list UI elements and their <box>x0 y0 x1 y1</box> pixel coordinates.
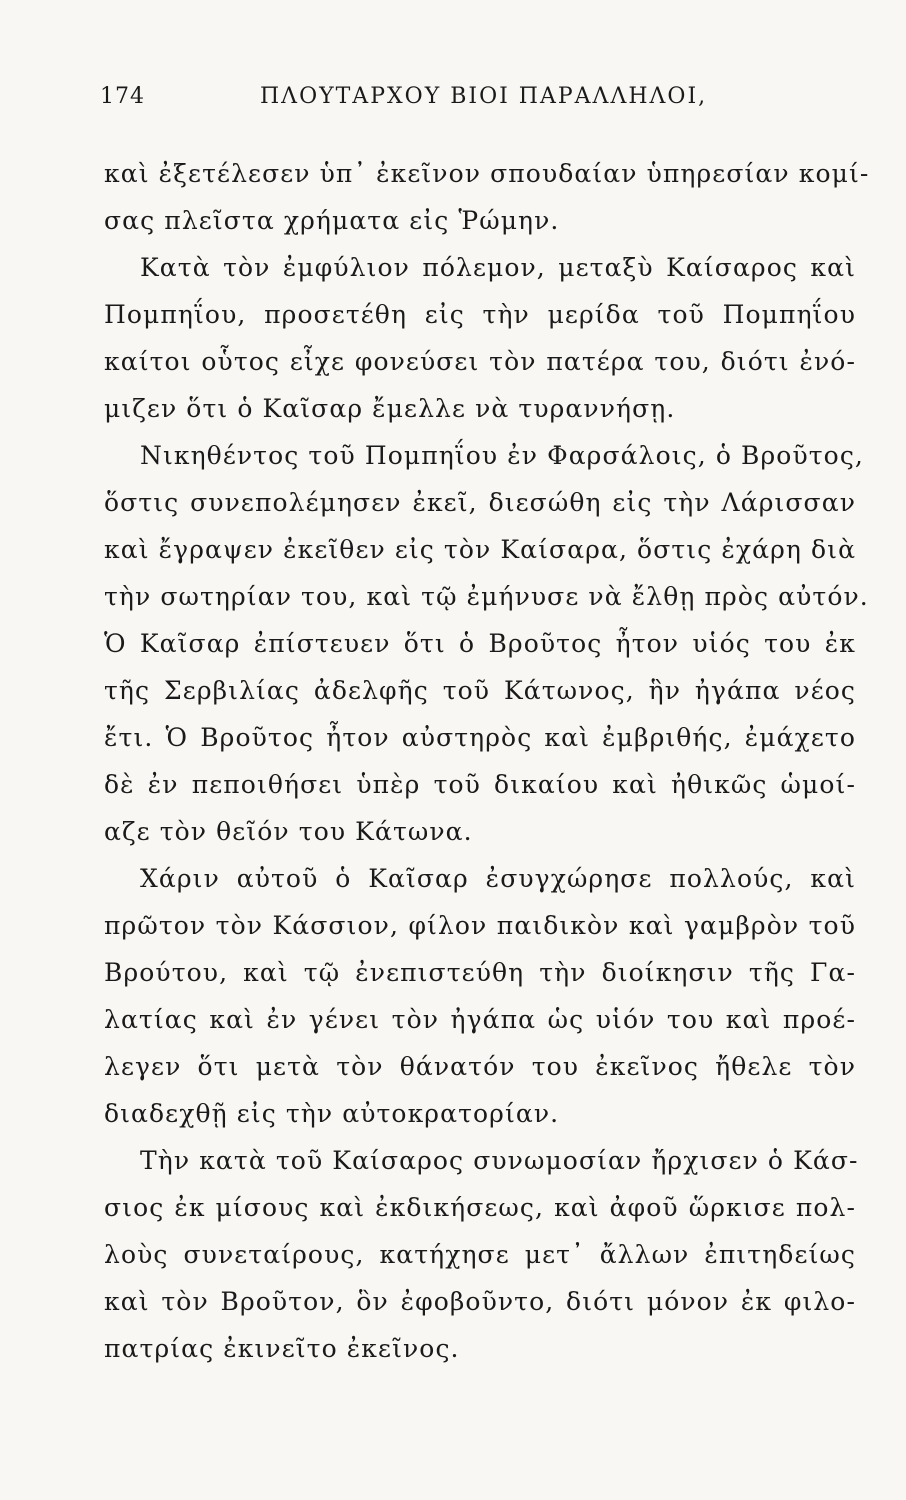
body-text <box>104 150 870 1372</box>
text-line: διαδεχθῇ εἰς τὴν αὐτοκρατορίαν. <box>104 1099 560 1128</box>
text-line: Ὁ Καῖσαρ ἐπίστευεν ὅτι ὁ Βροῦτος ἦτον υἱός του ἐκ <box>104 629 856 658</box>
text-line: καὶ ἐξετέλεσεν ὑπ᾽ ἐκεῖνον σπουδαίαν ὑπηρεσίαν κομί- <box>104 159 870 188</box>
text-line: ὅστις συνεπολέμησεν ἐκεῖ, διεσώθη εἰς τὴν Λάρισσαν <box>104 488 856 517</box>
text-line: λοὺς συνεταίρους, κατήχησε μετ᾽ ἄλλων ἐπιτηδείως <box>104 1240 856 1269</box>
text-line: Βρούτου, καὶ τῷ ἐνεπιστεύθη τὴν διοίκησιν τῆς Γα- <box>104 958 856 987</box>
text-line: πατρίας ἐκινεῖτο ἐκεῖνος. <box>104 1334 460 1363</box>
text-line: καὶ ἔγραψεν ἐκεῖθεν εἰς τὸν Καίσαρα, ὅστις ἐχάρη διὰ <box>104 535 857 564</box>
text-line: ἔτι. Ὁ Βροῦτος ἦτον αὐστηρὸς καὶ ἐμβριθής, ἐμάχετο <box>104 723 856 752</box>
text-line: λεγεν ὅτι μετὰ τὸν θάνατόν του ἐκεῖνος ἤθελε τὸν <box>104 1052 856 1081</box>
text-line: Τὴν κατὰ τοῦ Καίσαρος συνωμοσίαν ἤρχισεν ὁ Κάσ- <box>140 1146 859 1175</box>
text-line: τῆς Σερβιλίας ἀδελφῆς τοῦ Κάτωνος, ἣν ἠγάπα νέος <box>104 676 856 705</box>
text-line: σιος ἐκ μίσους καὶ ἐκδικήσεως, καὶ ἀφοῦ ὥρκισε πολ- <box>104 1193 856 1222</box>
text-line: τὴν σωτηρίαν του, καὶ τῷ ἐμήνυσε νὰ ἔλθῃ πρὸς αὐτόν. <box>104 582 869 611</box>
text-line: λατίας καὶ ἐν γένει τὸν ἠγάπα ὡς υἱόν του καὶ προέ- <box>104 1005 856 1034</box>
text-line: καίτοι οὗτος εἶχε φονεύσει τὸν πατέρα του, διότι ἐνό- <box>104 347 856 376</box>
text-line: μιζεν ὅτι ὁ Καῖσαρ ἔμελλε νὰ τυραννήσῃ. <box>104 394 676 423</box>
text-line: Χάριν αὐτοῦ ὁ Καῖσαρ ἐσυγχώρησε πολλούς, καὶ <box>140 864 856 893</box>
running-head <box>100 84 830 118</box>
text-line: αζε τὸν θεῖόν του Κάτωνα. <box>104 817 473 846</box>
text-line: δὲ ἐν πεποιθήσει ὑπὲρ τοῦ δικαίου καὶ ἠθικῶς ὡμοί- <box>104 770 856 799</box>
text-line: Πομπηΐου, προσετέθη εἰς τὴν μερίδα τοῦ Πομπηΐου <box>104 300 856 329</box>
text-line: Κατὰ τὸν ἐμφύλιον πόλεμον, μεταξὺ Καίσαρος καὶ <box>140 253 856 282</box>
text-line: Νικηθέντος τοῦ Πομπηΐου ἐν Φαρσάλοις, ὁ Βροῦτος, <box>140 441 864 470</box>
text-line: σας πλεῖστα χρήματα εἰς Ῥώμην. <box>104 206 560 235</box>
text-line: πρῶτον τὸν Κάσσιον, φίλον παιδικὸν καὶ γαμβρὸν τοῦ <box>104 911 856 940</box>
text-line: καὶ τὸν Βροῦτον, ὃν ἐφοβοῦντο, διότι μόνον ἐκ φιλο- <box>104 1287 856 1316</box>
page-number: 174 <box>100 84 145 109</box>
running-title: ΠΛΟΥΤΑΡΧΟΥ ΒΙΟΙ ΠΑΡΑΛΛΗΛΟΙ, <box>260 84 708 109</box>
